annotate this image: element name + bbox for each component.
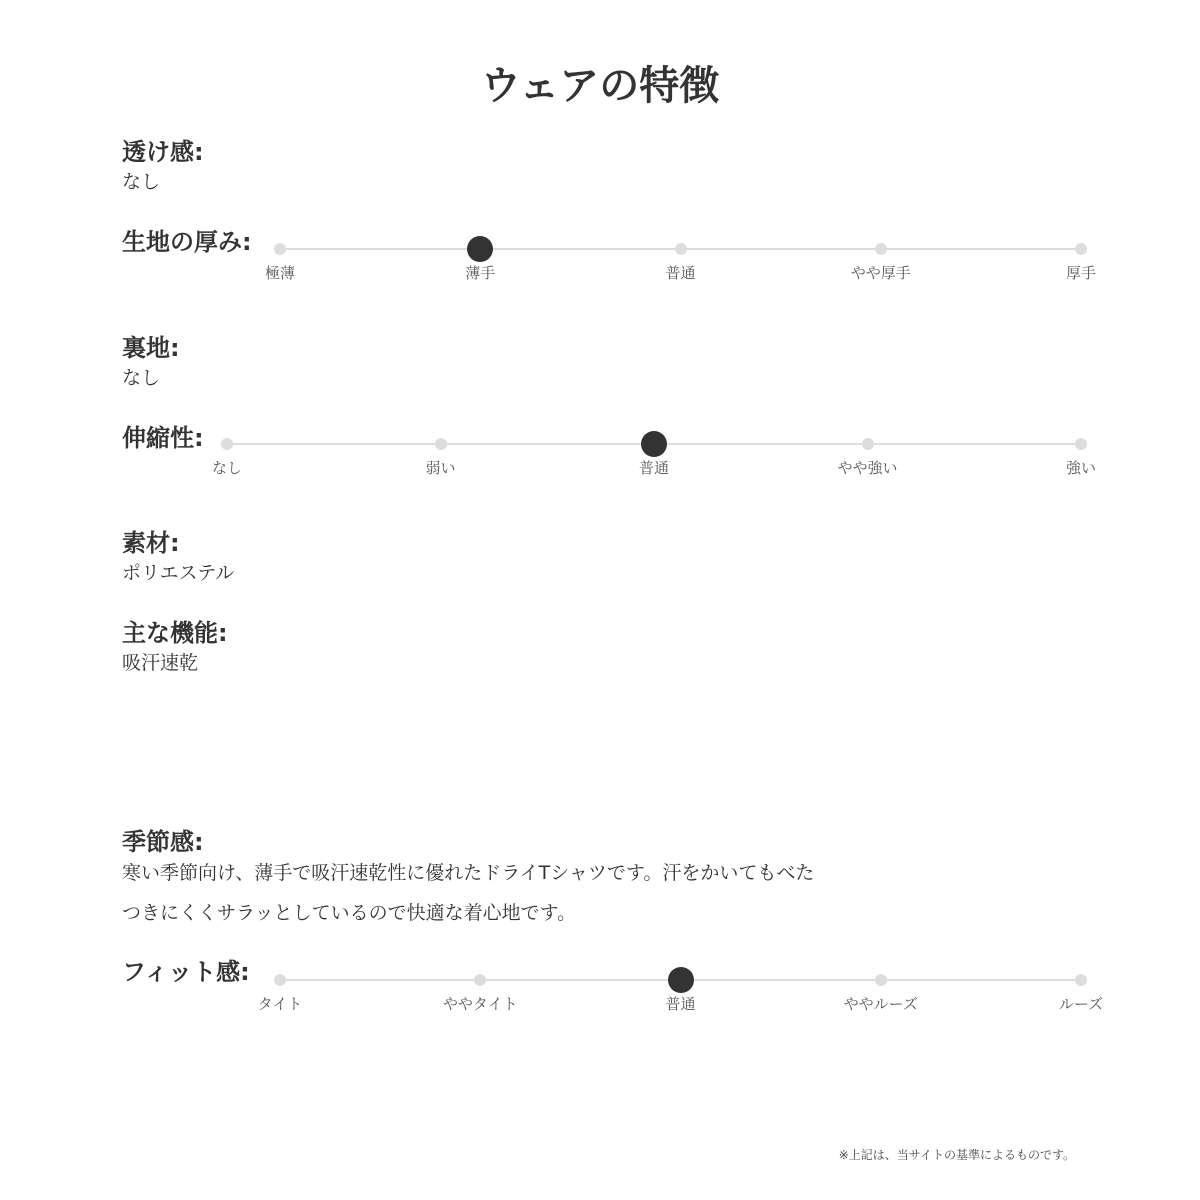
fit-scale-dot-2 — [474, 974, 486, 986]
fit-scale-label-1: タイト — [257, 995, 303, 1013]
thickness-scale-label-1: 極薄 — [264, 264, 295, 282]
stretch-scale-dot-5 — [1075, 438, 1087, 450]
season-text-line-2: つきにくくサラッとしているので快適な着心地です。 — [122, 902, 577, 924]
stretch-scale-dot-2 — [435, 438, 447, 450]
transparency-label: 透け感: — [122, 138, 204, 166]
thickness-scale-label-4: やや厚手 — [850, 264, 911, 282]
season-text-line-1: 寒い季節向け、薄手で吸汗速乾性に優れたドライTシャツです。汗をかいてもべた — [122, 862, 815, 884]
thickness-scale-dot-3 — [675, 243, 687, 255]
fit-scale-dot-4 — [875, 974, 887, 986]
lining-label: 裏地: — [122, 334, 180, 362]
thickness-label: 生地の厚み: — [122, 228, 252, 256]
season-label: 季節感: — [122, 828, 204, 856]
thickness-scale-dot-4 — [875, 243, 887, 255]
functions-value: 吸汗速乾 — [122, 652, 199, 674]
fit-label: フィット感: — [122, 958, 250, 986]
fit-scale — [257, 970, 1104, 1030]
fit-scale-label-2: ややタイト — [442, 995, 518, 1013]
thickness-scale-dot-5 — [1075, 243, 1087, 255]
stretch-scale-label-5: 強い — [1065, 459, 1096, 477]
thickness-scale — [264, 239, 1096, 299]
material-label: 素材: — [122, 529, 180, 557]
fit-scale-label-5: ルーズ — [1058, 995, 1104, 1013]
lining-value: なし — [122, 367, 161, 389]
material-value: ポリエステル — [122, 562, 235, 584]
page-title: ウェアの特徴 — [480, 63, 720, 109]
thickness-scale-label-5: 厚手 — [1065, 264, 1096, 282]
thickness-scale-label-2: 薄手 — [465, 264, 496, 282]
fit-scale-label-3: 普通 — [665, 995, 696, 1013]
stretch-scale-label-4: やや強い — [837, 459, 898, 477]
thickness-scale-label-3: 普通 — [665, 264, 696, 282]
transparency-value: なし — [122, 171, 161, 193]
stretch-scale-label-3: 普通 — [638, 459, 669, 477]
stretch-scale-label-2: 弱い — [425, 459, 456, 477]
stretch-scale-dot-4 — [862, 438, 874, 450]
fit-scale-dot-5 — [1075, 974, 1087, 986]
fit-scale-dot-1 — [274, 974, 286, 986]
stretch-scale-dot-3-selected — [641, 431, 667, 457]
footnote: ※上記は、当サイトの基準によるものです。 — [838, 1148, 1075, 1162]
thickness-scale-dot-1 — [274, 243, 286, 255]
stretch-scale-label-1: なし — [211, 459, 242, 477]
functions-label: 主な機能: — [122, 619, 228, 647]
fit-scale-dot-3-selected — [668, 967, 694, 993]
stretch-scale-dot-1 — [221, 438, 233, 450]
fit-scale-label-4: ややルーズ — [843, 995, 918, 1013]
stretch-scale — [211, 434, 1096, 494]
stretch-label: 伸縮性: — [122, 424, 204, 452]
thickness-scale-dot-2-selected — [467, 236, 493, 262]
